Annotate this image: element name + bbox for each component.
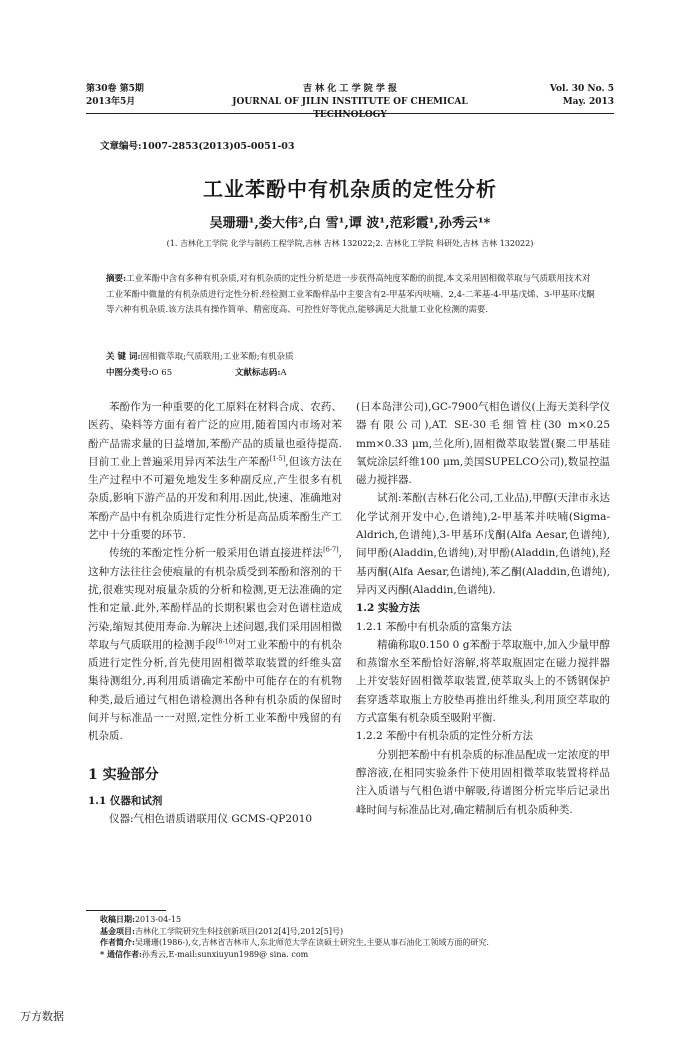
classification (106, 366, 596, 381)
instruments-continued: (日本岛津公司),GC-7900气相色谱仪(上海天美科学仪器有限公司),AT. SE-30毛细管柱(30 m×0.25 mm×0.33 μm,兰化所),固相微萃取装置(聚二甲基硅氧烷涂层纤维100 μm,美国SUPELCO公司),数显控温磁力搅拌器. (356, 401, 610, 487)
keywords-text: 固相微萃取;气质联用;工业苯酚;有机杂质 (140, 352, 294, 362)
source-watermark: 万方数据 (20, 1010, 64, 1023)
author-bio: 作者简介:吴珊珊(1986-),女,吉林省吉林市人,东北师范大学在读硕士研究生,主要从事石油化工领域方面的研究. (100, 937, 489, 947)
clc-code: O 65 (151, 368, 173, 378)
qualitative-method-paragraph: 分别把苯酚中有机杂质的标准品配成一定浓度的甲醇溶液,在相同实验条件下使用固相微萃取装置将样品注入质谱与气相色谱中解吸,待谱图分析完毕后记录出峰时间与标准品比对,确定精制后有机杂质种类. (356, 748, 610, 816)
volume-issue-en: Vol. 30 No. 5 (549, 84, 614, 94)
header-divider (86, 113, 614, 114)
journal-name (200, 83, 500, 122)
corresponding-author: * 通信作者:孙秀云,E-mail:sunxiuyun1989@ sina. com (100, 948, 309, 959)
footnote-divider (86, 910, 166, 911)
article-number: 文章编号:1007-2853(2013)05-0051-03 (100, 141, 295, 152)
doc-code-label: 文献标志码: (234, 368, 281, 378)
paper-title: 工业苯酚中有机杂质的定性分析 (203, 177, 497, 201)
keywords-label: 关 键 词: (106, 352, 141, 362)
section-heading-1: 1 实验部分 (88, 766, 159, 783)
body-left-column (88, 398, 342, 829)
issue-date: 2013年5月 (86, 97, 136, 107)
reagents-paragraph: 试剂:苯酚(吉林石化公司,工业品),甲醇(天津市永达化学试剂开发中心,色谱纯),2-甲基苯并呋喃(Sigma-Aldrich,色谱纯),3-甲基环戊酮(Alfa Aesar,色谱纯),间甲酚(Aladdin,色谱纯),对甲酚(Aladdin,色谱纯),羟基丙酮(Alfa Aesar,色谱纯),苯乙酮(Aladdin,色谱纯),异丙叉丙酮(Aladdin,色谱纯). (356, 492, 610, 596)
citation: [6-7] (323, 545, 339, 554)
citation: [1-5] (269, 454, 286, 463)
volume-issue: 第30卷 第5期 (86, 84, 144, 94)
abstract (106, 272, 596, 319)
intro-paragraph-1: 苯酚作为一种重要的化工原料在材料合成、农药、医药、染料等方面有着广泛的应用,随着国内市场对苯酚产品需求量的日益增加,苯酚产品的质量也亟待提高.目前工业上普遍采用异丙苯法生产苯酚[1-5],但该方法在生产过程中不可避免地发生多种副反应,产生很多有机杂质,影响下游产品的开发和利用.因此,快速、准确地对苯酚产品中有机杂质进行定性分析是高品质苯酚生产工艺中十分重要的环节. (88, 401, 343, 542)
journal-issue-info (86, 83, 144, 109)
clc-label: 中图分类号: (106, 368, 152, 378)
journal-name-en: JOURNAL OF JILIN INSTITUTE OF CHEMICAL TECHNOLOGY (232, 97, 468, 120)
received-date: 收稿日期:2013-04-15 (100, 914, 182, 924)
issue-date-en: May. 2013 (562, 97, 614, 107)
enrichment-method-paragraph: 精确称取0.150 0 g苯酚于萃取瓶中,加入少量甲醇和蒸馏水至苯酚恰好溶解,将萃取瓶固定在磁力搅拌器上并安装好固相微萃取装置,使萃取头上的不锈钢保护套穿透萃取瓶上方胶垫再推出纤维头,利用顶空萃取的方式富集有机杂质至吸附平衡. (356, 638, 610, 725)
journal-issue-info-en (550, 83, 614, 109)
affiliation: (1. 吉林化工学院 化学与制药工程学院,吉林 吉林 132022;2. 吉林化工学院 科研处,吉林 吉林 132022) (166, 239, 534, 248)
journal-name-cn: 吉 林 化 工 学 院 学 报 (303, 84, 397, 94)
intro-paragraph-2: 传统的苯酚定性分析一般采用色谱直接进样法[6-7],这种方法往往会使痕量的有机杂质受到苯酚和溶剂的干扰,很难实现对痕量杂质的分析和检测,更无法准确的定性和定量.此外,苯酚样品的长期积累也会对色谱柱造成污染,缩短其使用寿命.为解决上述问题,我们采用固相微萃取与气质联用的检测手段[8-10]对工业苯酚中的有机杂质进行定性分析,首先使用固相微萃取装置的纤维头富集待测组分,再利用质谱确定苯酚中可能存在的有机物种类,最后通过气相色谱检测出各种有机杂质的保留时间并与标准品一一对照,定性分析工业苯酚中残留的有机杂质. (88, 545, 343, 743)
author-list: 吴珊珊¹,娄大伟²,白 雪¹,谭 波¹,范彩霞¹,孙秀云¹* (209, 216, 491, 231)
abstract-text: 工业苯酚中含有多种有机杂质,对有机杂质的定性分析是进一步获得高纯度苯酚的前提,本文采用固相微萃取与气质联用技术对工业苯酚中微量的有机杂质进行定性分析.经检测工业苯酚样品中主要含有2-甲基苯丙呋喃、2,4-二苯基-4-甲基戊烯、3-甲基环戊酮等六种有机杂质.该方法具有操作简单、精密度高、可控性好等优点,能够满足大批量工业化检测的需要. (106, 274, 595, 315)
instruments-paragraph: 仪器:气相色谱质谱联用仪 GCMS-QP2010 (109, 813, 313, 826)
subsection-heading-1-2: 1.2 实验方法 (356, 602, 420, 615)
subsection-heading-1-2-2: 1.2.2 苯酚中有机杂质的定性分析方法 (356, 730, 534, 743)
keywords (106, 350, 596, 365)
body-right-column (356, 398, 610, 819)
fund-info: 基金项目:吉林化工学院研究生科技创新项目(2012[4]号,2012[5]号) (100, 925, 344, 936)
footnotes (100, 914, 620, 960)
subsection-heading-1-2-1: 1.2.1 苯酚中有机杂质的富集方法 (356, 620, 513, 633)
subsection-heading-1-1: 1.1 仪器和试剂 (88, 794, 163, 807)
citation: [8-10] (215, 637, 236, 646)
abstract-label: 摘要: (106, 274, 127, 284)
doc-code: A (280, 368, 287, 378)
